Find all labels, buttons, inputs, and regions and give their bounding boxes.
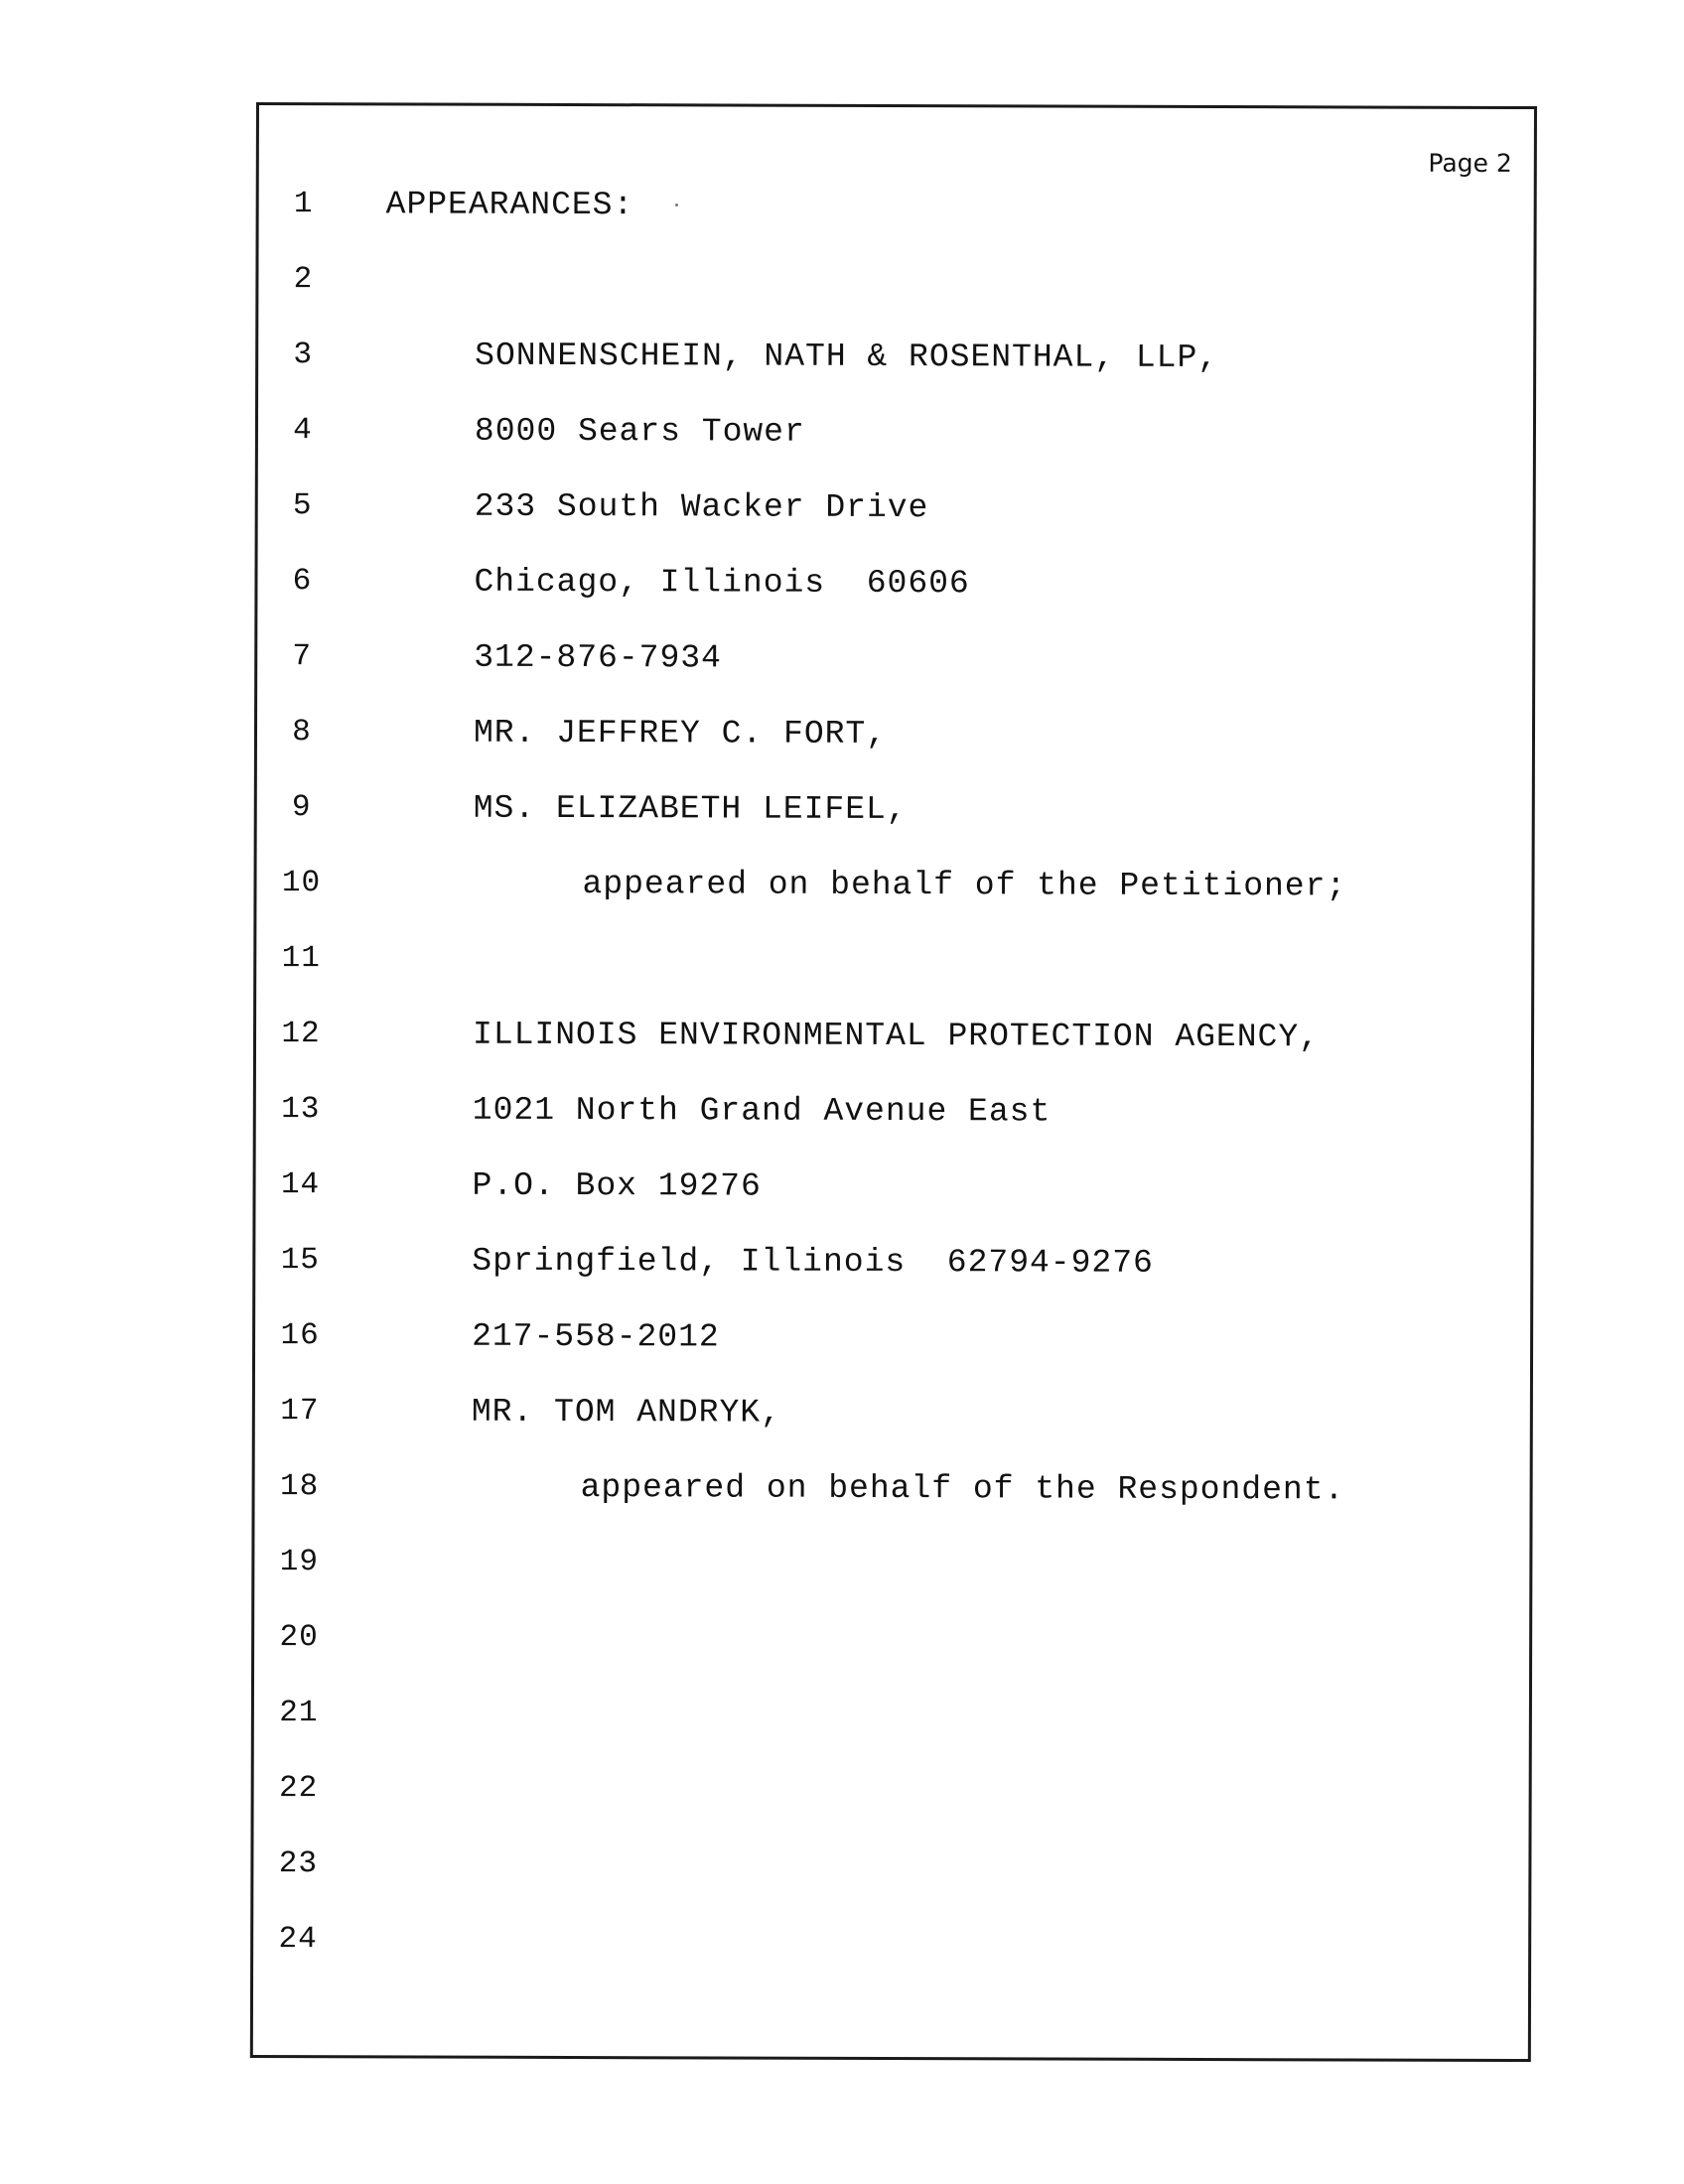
line-text: appeared on behalf of the Petitioner; xyxy=(582,866,1347,905)
line-number: 6 xyxy=(292,564,313,600)
line-text: 312-876-7934 xyxy=(474,638,722,677)
transcript-line xyxy=(254,1618,1525,1662)
line-number: 7 xyxy=(292,639,313,675)
transcript-line xyxy=(257,788,1528,832)
scan-speck xyxy=(675,204,678,206)
line-number: 16 xyxy=(280,1318,320,1354)
line-number: 22 xyxy=(278,1771,319,1807)
transcript-line xyxy=(255,1467,1526,1511)
line-number: 20 xyxy=(279,1620,319,1656)
line-number: 4 xyxy=(293,413,313,449)
line-text: 217-558-2012 xyxy=(472,1317,720,1356)
transcript-line xyxy=(258,486,1529,530)
transcript-line xyxy=(254,1543,1525,1586)
line-text: Chicago, Illinois 60606 xyxy=(474,563,970,603)
line-text: ILLINOIS ENVIRONMENTAL PROTECTION AGENCY, xyxy=(472,1016,1321,1056)
page-number: Page 2 xyxy=(1428,148,1512,178)
transcript-line xyxy=(256,939,1527,983)
line-number: 9 xyxy=(291,790,312,826)
line-number: 11 xyxy=(281,941,321,977)
transcript-line xyxy=(256,1165,1527,1209)
line-text: SONNENSCHEIN, NATH & ROSENTHAL, LLP, xyxy=(475,337,1219,377)
transcript-line xyxy=(257,562,1528,606)
line-number: 2 xyxy=(293,262,314,298)
line-number: 19 xyxy=(279,1545,320,1580)
line-number: 12 xyxy=(281,1017,321,1052)
line-number: 21 xyxy=(279,1696,319,1731)
line-number: 13 xyxy=(281,1092,321,1128)
transcript-line xyxy=(258,411,1529,455)
line-number: 24 xyxy=(278,1922,318,1958)
transcript-page xyxy=(250,102,1537,2062)
transcript-line xyxy=(259,185,1530,228)
line-text: MR. JEFFREY C. FORT, xyxy=(473,714,888,752)
line-number: 3 xyxy=(293,338,314,373)
transcript-line xyxy=(258,260,1529,304)
line-number: 8 xyxy=(292,715,312,751)
transcript-line xyxy=(255,1241,1526,1285)
transcript-line xyxy=(256,864,1527,907)
line-number: 14 xyxy=(280,1167,321,1203)
transcript-line xyxy=(258,336,1529,379)
transcript-line xyxy=(256,1090,1527,1134)
transcript-line xyxy=(256,1015,1527,1058)
line-text: P.O. Box 19276 xyxy=(472,1166,762,1205)
transcript-line xyxy=(257,637,1528,681)
line-text: APPEARANCES: xyxy=(385,186,634,224)
line-number: 1 xyxy=(293,187,314,222)
transcript-line xyxy=(257,713,1528,756)
line-number: 10 xyxy=(281,866,322,901)
line-number: 17 xyxy=(280,1394,320,1430)
transcript-line xyxy=(254,1769,1525,1813)
line-number: 23 xyxy=(278,1846,319,1882)
transcript-line xyxy=(253,1844,1524,1888)
line-text: MR. TOM ANDRYK, xyxy=(471,1393,781,1432)
line-text: appeared on behalf of the Respondent. xyxy=(580,1469,1345,1509)
transcript-line xyxy=(254,1694,1525,1737)
line-text: 1021 North Grand Avenue East xyxy=(472,1091,1052,1131)
line-text: MS. ELIZABETH LEIFEL, xyxy=(473,789,908,829)
transcript-line xyxy=(253,1920,1524,1964)
line-number: 5 xyxy=(292,488,313,524)
line-text: Springfield, Illinois 62794-9276 xyxy=(472,1242,1154,1282)
transcript-line xyxy=(255,1392,1526,1435)
transcript-line xyxy=(255,1316,1526,1360)
line-text: 233 South Wacker Drive xyxy=(474,487,929,527)
line-number: 15 xyxy=(280,1243,320,1279)
line-text: 8000 Sears Tower xyxy=(474,412,805,451)
line-number: 18 xyxy=(279,1469,320,1505)
